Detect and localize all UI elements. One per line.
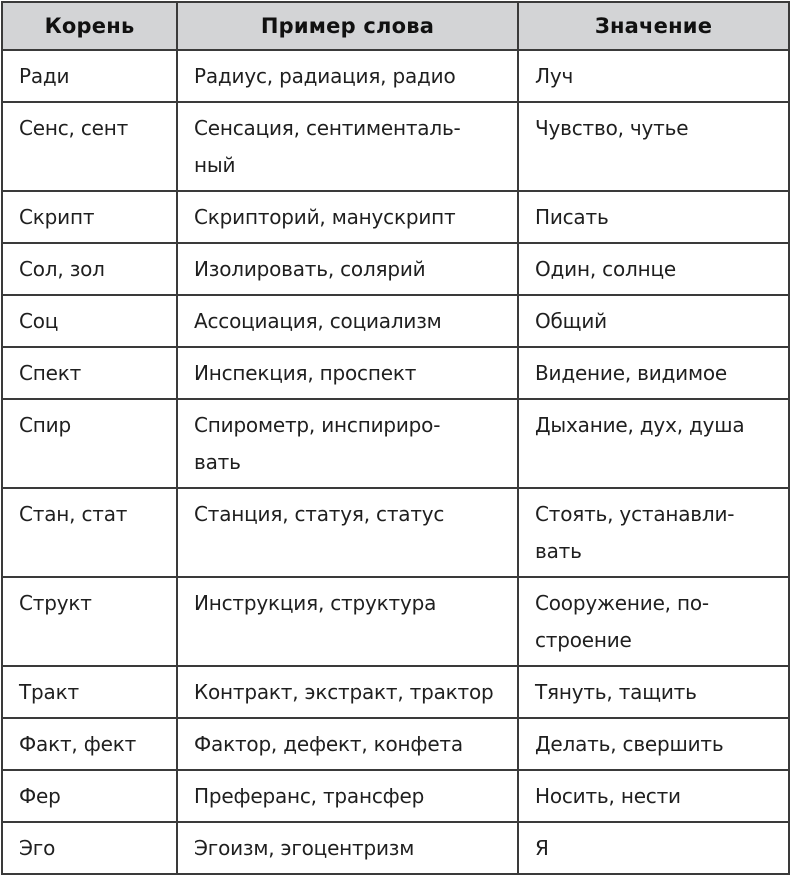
cell-root: Сенс, сент bbox=[2, 102, 177, 191]
cell-meaning: Сооружение, по- строение bbox=[518, 577, 789, 666]
cell-example: Сенсация, сентименталь- ный bbox=[177, 102, 518, 191]
cell-meaning: Луч bbox=[518, 50, 789, 102]
cell-meaning: Общий bbox=[518, 295, 789, 347]
table-row bbox=[2, 295, 789, 347]
cell-example: Ассоциация, социализм bbox=[177, 295, 518, 347]
table-row bbox=[2, 243, 789, 295]
table-row bbox=[2, 50, 789, 102]
table-row bbox=[2, 347, 789, 399]
column-header-example: Пример слова bbox=[177, 2, 518, 50]
word-roots-table bbox=[1, 1, 790, 875]
cell-example: Фактор, дефект, конфета bbox=[177, 718, 518, 770]
table-row bbox=[2, 488, 789, 577]
table-row bbox=[2, 822, 789, 874]
cell-meaning: Чувство, чутье bbox=[518, 102, 789, 191]
cell-example: Инспекция, проспект bbox=[177, 347, 518, 399]
cell-root: Спект bbox=[2, 347, 177, 399]
table-row bbox=[2, 399, 789, 488]
cell-root: Тракт bbox=[2, 666, 177, 718]
cell-example: Эгоизм, эгоцентризм bbox=[177, 822, 518, 874]
cell-meaning: Делать, свершить bbox=[518, 718, 789, 770]
cell-root: Ради bbox=[2, 50, 177, 102]
cell-root: Скрипт bbox=[2, 191, 177, 243]
cell-example: Спирометр, инспириро- вать bbox=[177, 399, 518, 488]
cell-root: Спир bbox=[2, 399, 177, 488]
cell-root: Сол, зол bbox=[2, 243, 177, 295]
cell-root: Факт, фект bbox=[2, 718, 177, 770]
table-row bbox=[2, 577, 789, 666]
table-row bbox=[2, 770, 789, 822]
table-row bbox=[2, 191, 789, 243]
table-row bbox=[2, 666, 789, 718]
cell-example: Преферанс, трансфер bbox=[177, 770, 518, 822]
cell-root: Соц bbox=[2, 295, 177, 347]
cell-root: Эго bbox=[2, 822, 177, 874]
cell-example: Станция, статуя, статус bbox=[177, 488, 518, 577]
cell-meaning: Тянуть, тащить bbox=[518, 666, 789, 718]
cell-example: Изолировать, солярий bbox=[177, 243, 518, 295]
cell-meaning: Я bbox=[518, 822, 789, 874]
cell-meaning: Дыхание, дух, душа bbox=[518, 399, 789, 488]
header-row bbox=[2, 2, 789, 50]
cell-example: Скрипторий, манускрипт bbox=[177, 191, 518, 243]
cell-root: Фер bbox=[2, 770, 177, 822]
cell-root: Структ bbox=[2, 577, 177, 666]
cell-example: Контракт, экстракт, трактор bbox=[177, 666, 518, 718]
cell-meaning: Носить, нести bbox=[518, 770, 789, 822]
cell-meaning: Видение, видимое bbox=[518, 347, 789, 399]
cell-meaning: Писать bbox=[518, 191, 789, 243]
cell-root: Стан, стат bbox=[2, 488, 177, 577]
cell-meaning: Стоять, устанавли- вать bbox=[518, 488, 789, 577]
table-row bbox=[2, 718, 789, 770]
cell-meaning: Один, солнце bbox=[518, 243, 789, 295]
cell-example: Инструкция, структура bbox=[177, 577, 518, 666]
column-header-meaning: Значение bbox=[518, 2, 789, 50]
cell-example: Радиус, радиация, радио bbox=[177, 50, 518, 102]
column-header-root: Корень bbox=[2, 2, 177, 50]
table-row bbox=[2, 102, 789, 191]
